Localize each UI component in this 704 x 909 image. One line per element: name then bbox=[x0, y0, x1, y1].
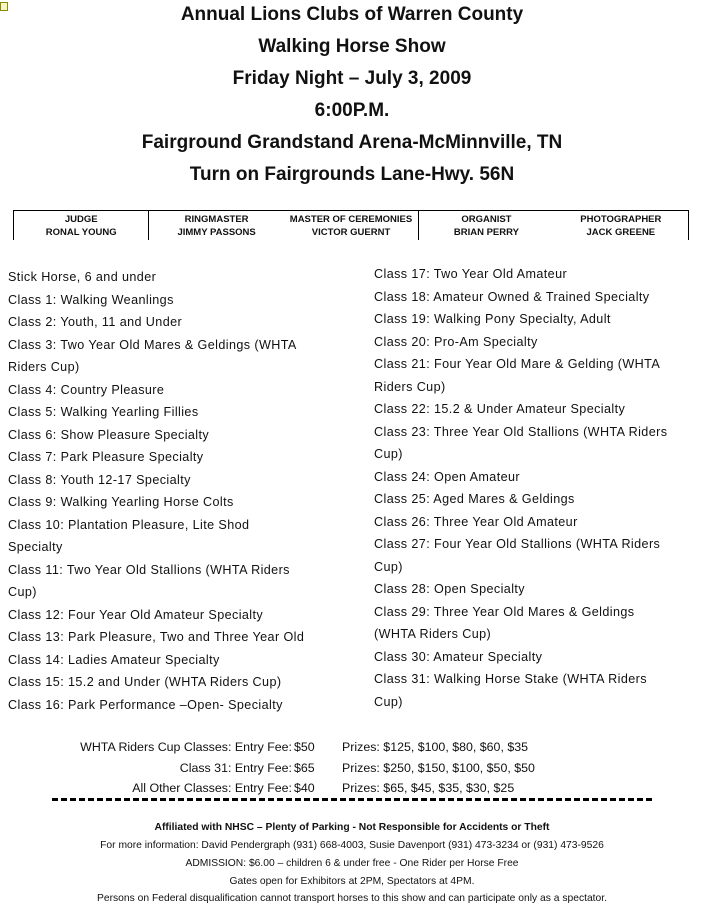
class-line: Class 12: Four Year Old Amateur Specialty bbox=[8, 607, 264, 622]
class-line: Class 1: Walking Weanlings bbox=[8, 292, 174, 307]
fee-label: Class 31: Entry Fee: bbox=[179, 761, 292, 775]
fee-entry: $40 bbox=[294, 781, 315, 795]
class-line: Class 10: Plantation Pleasure, Lite Shod bbox=[8, 517, 250, 532]
staff-role: RINGMASTER bbox=[184, 214, 249, 225]
staff-role: PHOTOGRAPHER bbox=[580, 214, 662, 225]
class-line: Class 14: Ladies Amateur Specialty bbox=[8, 652, 220, 667]
event-directions: Turn on Fairgrounds Lane-Hwy. 56N bbox=[189, 164, 515, 185]
class-line: Class 6: Show Pleasure Specialty bbox=[8, 427, 210, 442]
class-list-left bbox=[8, 266, 343, 716]
class-line: Class 27: Four Year Old Stallions (WHTA Riders bbox=[374, 537, 661, 551]
class-line: Class 4: Country Pleasure bbox=[8, 382, 165, 397]
class-line: Class 8: Youth 12-17 Specialty bbox=[8, 472, 191, 487]
staff-name: BRIAN PERRY bbox=[453, 227, 519, 238]
class-line: Class 11: Two Year Old Stallions (WHTA Riders bbox=[8, 562, 290, 577]
fee-label: All Other Classes: Entry Fee: bbox=[132, 781, 292, 795]
staff-name: RONAL YOUNG bbox=[45, 227, 117, 238]
staff-role: MASTER OF CEREMONIES bbox=[289, 214, 413, 225]
staff-table bbox=[13, 210, 689, 240]
footer-gates: Gates open for Exhibitors at 2PM, Spectators at 4PM. bbox=[229, 876, 475, 887]
class-line: Class 13: Park Pleasure, Two and Three Year Old bbox=[8, 630, 305, 644]
class-line: Class 17: Two Year Old Amateur bbox=[374, 267, 568, 281]
footer-admission: ADMISSION: $6.00 – children 6 & under free - One Rider per Horse Free bbox=[185, 858, 519, 869]
class-line: Class 30: Amateur Specialty bbox=[374, 649, 543, 664]
class-line: Specialty bbox=[8, 540, 63, 554]
class-line: Cup) bbox=[374, 694, 403, 709]
staff-name: JACK GREENE bbox=[586, 227, 656, 238]
footer-disqualification: Persons on Federal disqualification cannot transport horses to this show and can participate only as a spectator. bbox=[97, 893, 607, 904]
staff-master-of-ceremonies bbox=[284, 211, 418, 240]
class-line: Class 21: Four Year Old Mare & Gelding (WHTA bbox=[374, 357, 661, 371]
class-line: Class 25: Aged Mares & Geldings bbox=[374, 492, 575, 506]
fee-entry: $65 bbox=[294, 761, 315, 775]
title-line-1: Annual Lions Clubs of Warren County bbox=[180, 4, 524, 25]
staff-organist bbox=[418, 211, 553, 240]
class-line: Cup) bbox=[8, 585, 37, 599]
staff-ringmaster bbox=[148, 211, 283, 240]
staff-judge bbox=[13, 211, 148, 240]
class-line: Class 24: Open Amateur bbox=[374, 469, 521, 484]
class-line: Class 26: Three Year Old Amateur bbox=[374, 514, 578, 529]
staff-role: JUDGE bbox=[64, 214, 98, 225]
class-line: Riders Cup) bbox=[8, 360, 80, 374]
title-line-2: Walking Horse Show bbox=[258, 36, 446, 57]
class-line: (WHTA Riders Cup) bbox=[374, 627, 492, 641]
staff-role: ORGANIST bbox=[461, 214, 512, 225]
class-line: Class 3: Two Year Old Mares & Geldings (WHTA bbox=[8, 337, 297, 352]
class-line: Riders Cup) bbox=[374, 379, 446, 394]
fee-prizes: Prizes: $65, $45, $35, $30, $25 bbox=[342, 781, 515, 795]
class-line: Class 23: Three Year Old Stallions (WHTA Riders bbox=[374, 424, 668, 439]
class-line: Class 19: Walking Pony Specialty, Adult bbox=[374, 312, 611, 326]
event-date: Friday Night – July 3, 2009 bbox=[232, 68, 472, 89]
event-location: Fairground Grandstand Arena-McMinnville, TN bbox=[141, 132, 563, 153]
class-line: Class 20: Pro-Am Specialty bbox=[374, 334, 538, 349]
class-line: Class 29: Three Year Old Mares & Geldings bbox=[374, 604, 635, 619]
fee-prizes: Prizes: $250, $150, $100, $50, $50 bbox=[342, 761, 535, 775]
class-line: Class 2: Youth, 11 and Under bbox=[8, 315, 183, 329]
class-line: Class 5: Walking Yearling Fillies bbox=[8, 405, 199, 419]
dashed-divider bbox=[52, 798, 652, 801]
footer-contact: For more information: David Pendergraph (931) 668-4003, Susie Davenport (931) 473-3234 or (931) 473-9526 bbox=[100, 840, 604, 851]
class-line: Class 18: Amateur Owned & Trained Specialty bbox=[374, 289, 650, 304]
class-line: Class 16: Park Performance –Open- Specialty bbox=[8, 697, 283, 712]
staff-photographer bbox=[554, 211, 689, 240]
class-line: Class 31: Walking Horse Stake (WHTA Riders bbox=[374, 672, 647, 686]
class-line: Class 28: Open Specialty bbox=[374, 582, 526, 596]
class-line: Stick Horse, 6 and under bbox=[8, 270, 157, 284]
class-line: Class 9: Walking Yearling Horse Colts bbox=[8, 495, 234, 509]
class-line: Class 15: 15.2 and Under (WHTA Riders Cup) bbox=[8, 675, 282, 689]
class-line: Cup) bbox=[374, 447, 403, 461]
fee-label: WHTA Riders Cup Classes: Entry Fee: bbox=[80, 740, 292, 754]
staff-name: JIMMY PASSONS bbox=[177, 227, 256, 238]
class-line: Class 22: 15.2 & Under Amateur Specialty bbox=[374, 402, 626, 416]
class-line: Cup) bbox=[374, 559, 403, 574]
fee-prizes: Prizes: $125, $100, $80, $60, $35 bbox=[342, 740, 528, 754]
event-time: 6:00P.M. bbox=[314, 100, 390, 121]
fee-entry: $50 bbox=[294, 740, 315, 754]
footer-affiliation: Affiliated with NHSC – Plenty of Parking - Not Responsible for Accidents or Theft bbox=[154, 822, 550, 833]
class-list-right bbox=[374, 263, 699, 713]
staff-name: VICTOR GUERNT bbox=[311, 227, 391, 238]
class-line: Class 7: Park Pleasure Specialty bbox=[8, 450, 204, 464]
